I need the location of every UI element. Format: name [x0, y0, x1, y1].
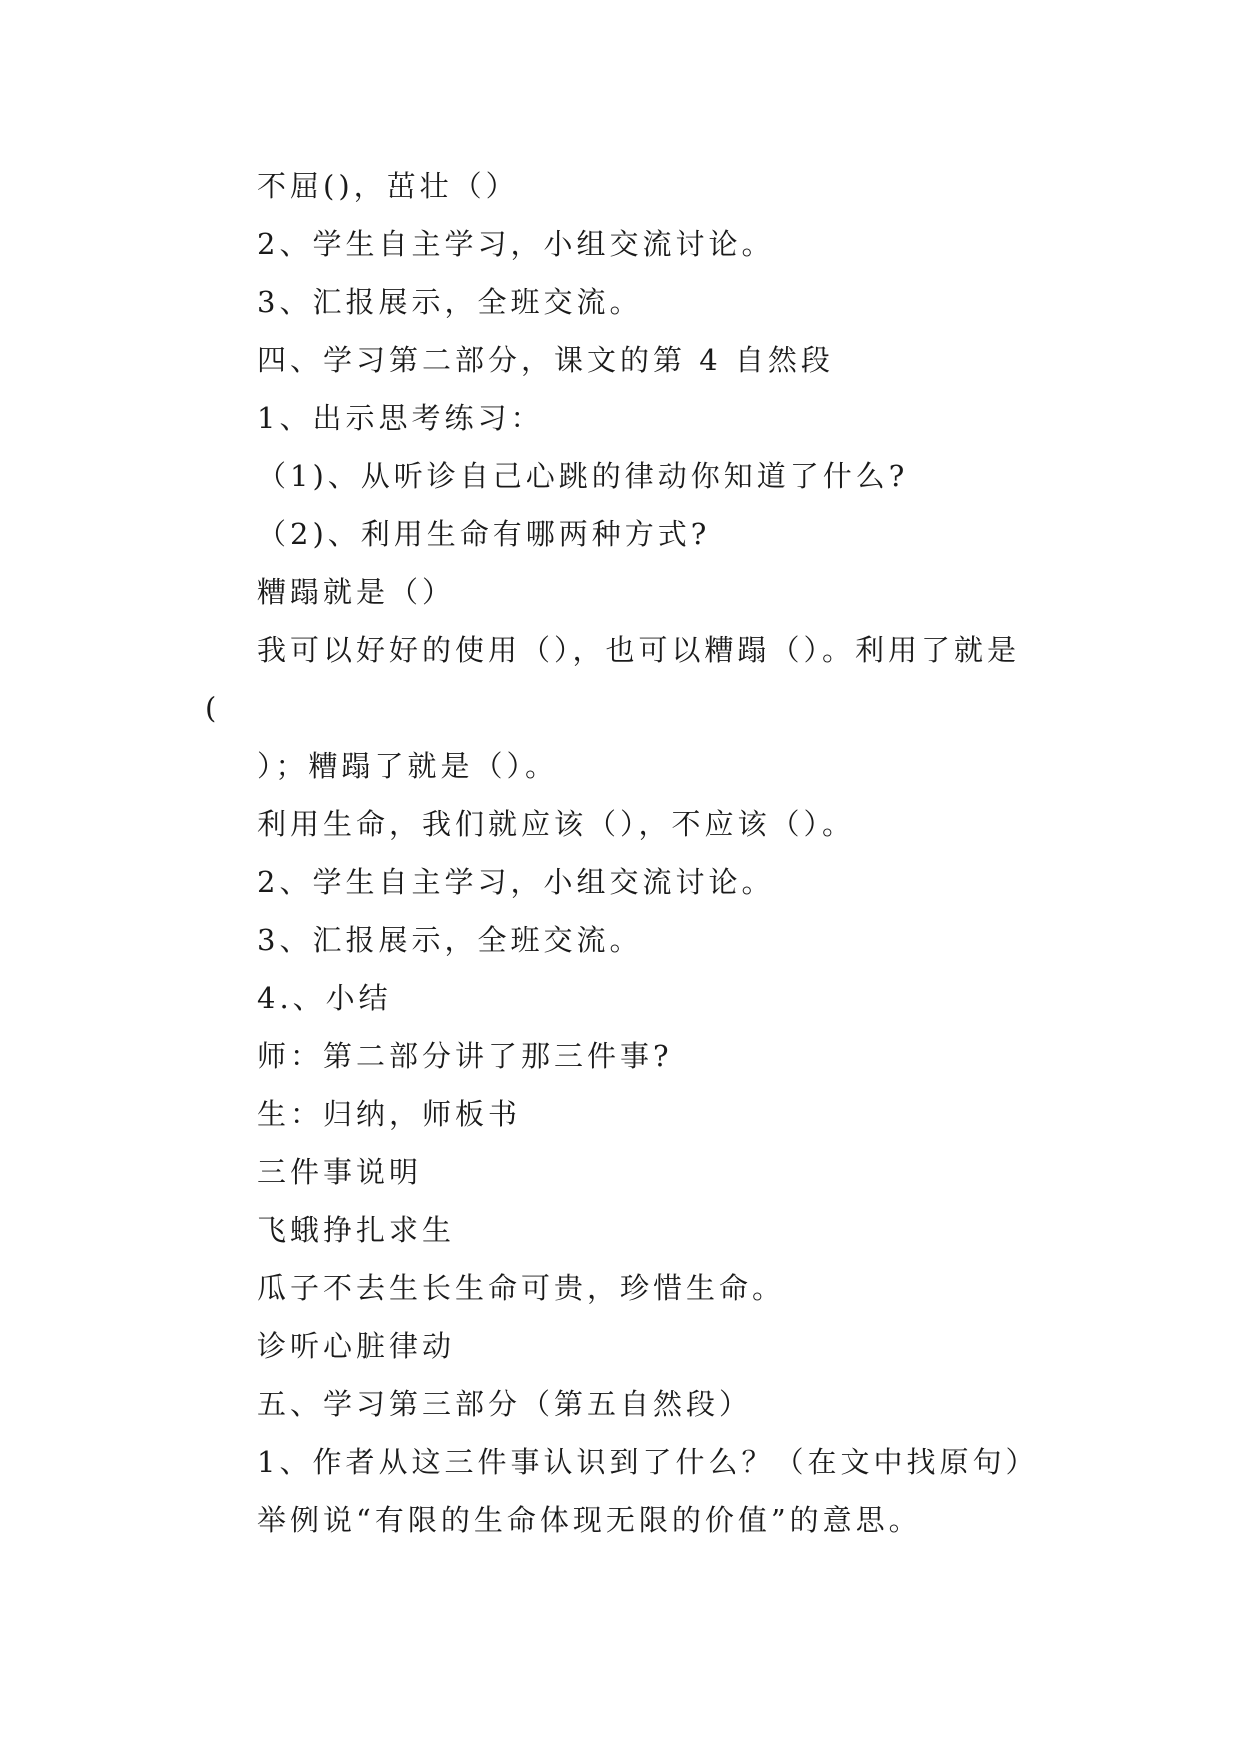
text-line: 师：第二部分讲了那三件事? — [257, 1039, 673, 1073]
text-line: 举例说“有限的生命体现无限的价值”的意思。 — [257, 1503, 922, 1537]
text-line: （1)、从听诊自己心跳的律动你知道了什么? — [257, 459, 909, 493]
text-line: 我可以好好的使用（），也可以糟蹋（）。利用了就是 — [257, 633, 1021, 667]
text-line: ( — [205, 691, 221, 725]
text-line: 糟蹋就是（） — [257, 575, 456, 609]
text-line: 3、汇报展示，全班交流。 — [257, 923, 643, 957]
text-line: 4.、小结 — [257, 981, 392, 1015]
text-line: 3、汇报展示，全班交流。 — [257, 285, 643, 319]
text-line: 不屈()，茁壮（） — [257, 169, 519, 203]
text-line: 飞蛾挣扎求生 — [257, 1213, 456, 1247]
text-line: 瓜子不去生长生命可贵，珍惜生命。 — [257, 1271, 786, 1305]
text-line: 1、作者从这三件事认识到了什么？（在文中找原句） — [257, 1445, 1039, 1479]
text-line: 2、学生自主学习，小组交流讨论。 — [257, 865, 775, 899]
text-line: 生：归纳，师板书 — [257, 1097, 522, 1131]
text-line: ）；糟蹋了就是（）。 — [257, 749, 559, 783]
text-line: 四、学习第二部分，课文的第 4 自然段 — [257, 343, 834, 377]
text-line: 利用生命，我们就应该（），不应该（）。 — [257, 807, 856, 841]
text-line: （2)、利用生命有哪两种方式? — [257, 517, 711, 551]
text-line: 2、学生自主学习，小组交流讨论。 — [257, 227, 775, 261]
text-line: 五、学习第三部分（第五自然段） — [257, 1387, 753, 1421]
text-line: 1、出示思考练习： — [257, 401, 544, 435]
text-line: 诊听心脏律动 — [257, 1329, 456, 1363]
text-line: 三件事说明 — [257, 1155, 423, 1189]
